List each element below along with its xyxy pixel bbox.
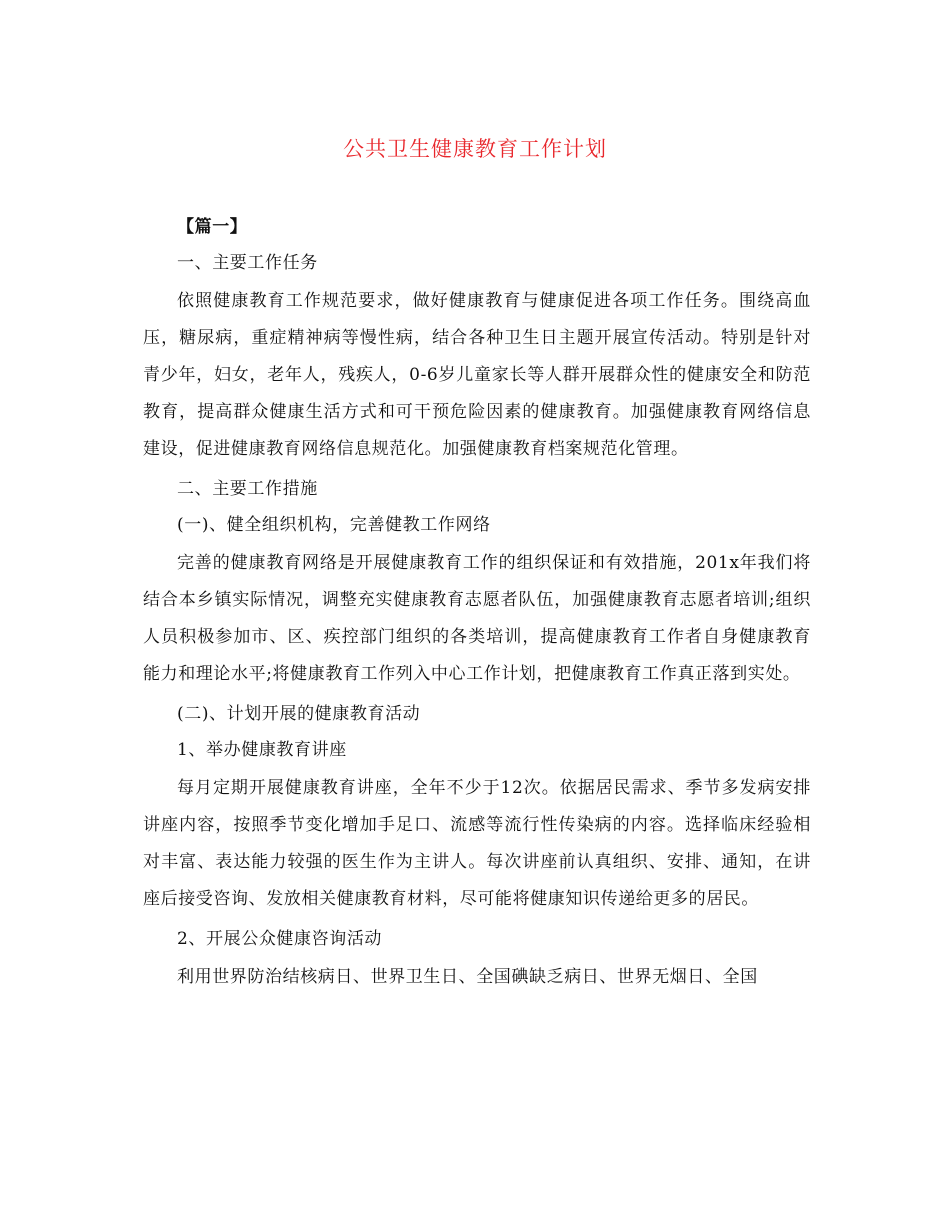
subsection-heading-activities: (二)、计划开展的健康教育活动 [177,704,421,724]
section-heading-main-tasks: 一、主要工作任务 [177,253,318,273]
document-body [143,211,811,996]
document-title: 公共卫生健康教育工作计划 [343,137,607,161]
item-heading-lectures: 1、举办健康教育讲座 [177,740,347,760]
paragraph-organization: 完善的健康教育网络是开展健康教育工作的组织保证和有效措施，201x年我们将结合本乡镇实际情况，调整充实健康教育志愿者队伍，加强健康教育志愿者培训;组织人员积极参加市、区、疾控部门组织的各类培训，提高健康教育工作者自身健康教育能力和理论水平;将健康教育工作列入中心工作计划，把健康教育工作真正落到实处。 [143,553,811,684]
item-heading-consultation: 2、开展公众健康咨询活动 [177,929,383,949]
part-label: 【篇一】 [177,217,248,237]
paragraph-lectures: 每月定期开展健康教育讲座，全年不少于12次。依据居民需求、季节多发病安排讲座内容，按照季节变化增加手足口、流感等流行性传染病的内容。选择临床经验相对丰富、表达能力较强的医生作为主讲人。每次讲座前认真组织、安排、通知，在讲座后接受咨询、发放相关健康教育材料，尽可能将健康知识传递给更多的居民。 [143,778,811,909]
section-heading-main-measures: 二、主要工作措施 [177,479,318,499]
paragraph-consultation: 利用世界防治结核病日、世界卫生日、全国碘缺乏病日、世界无烟日、全国 [177,967,758,987]
subsection-heading-organization: (一)、健全组织机构，完善健教工作网络 [177,515,491,535]
paragraph-main-tasks: 依照健康教育工作规范要求，做好健康教育与健康促进各项工作任务。围绕高血压，糖尿病，重症精神病等慢性病，结合各种卫生日主题开展宣传活动。特别是针对青少年，妇女，老年人，残疾人，0-6岁儿童家长等人群开展群众性的健康安全和防范教育，提高群众健康生活方式和可干预危险因素的健康教育。加强健康教育网络信息建设，促进健康教育网络信息规范化。加强健康教育档案规范化管理。 [143,291,811,459]
